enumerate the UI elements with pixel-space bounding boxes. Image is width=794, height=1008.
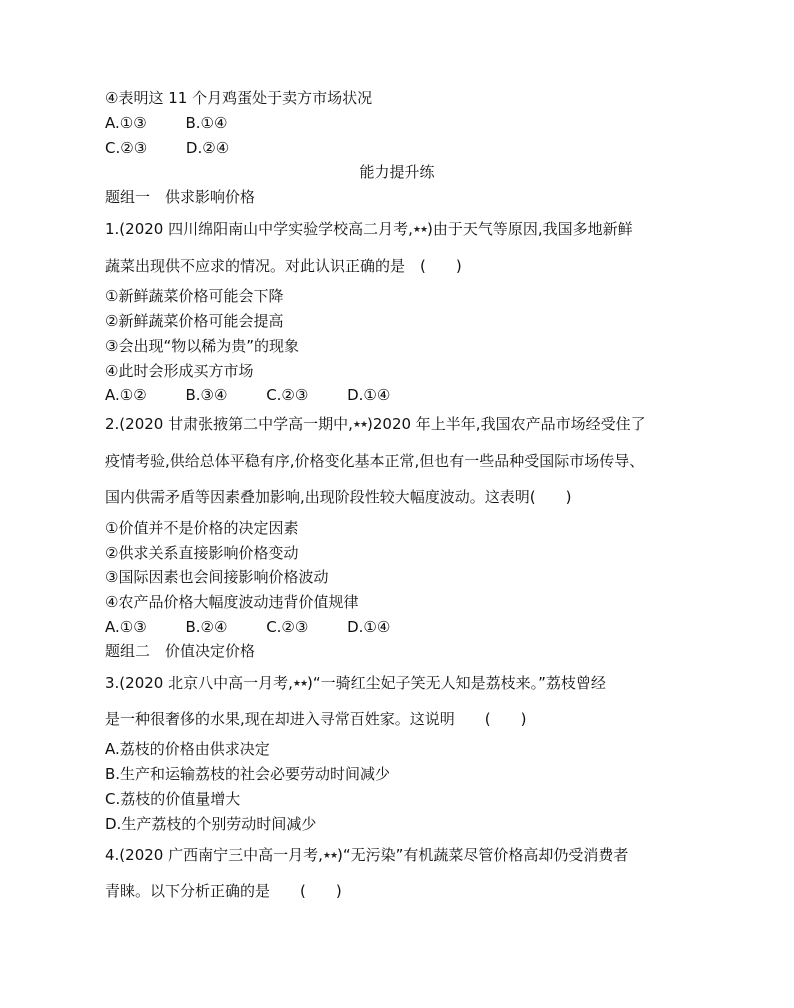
question-1-line-2: 蔬菜出现供不应求的情况。对此认识正确的是 ( ) — [105, 257, 462, 275]
difficulty-star-icon: ★★ — [292, 679, 308, 689]
difficulty-star-icon: ★★ — [352, 420, 368, 430]
option-c: C.②③ — [105, 139, 148, 157]
question-2-item-3: ③国际因素也会间接影响价格波动 — [105, 568, 329, 586]
question-3-stem-start: )“一骑红尘妃子笑无人知是荔枝来。”荔枝曾经 — [307, 674, 606, 692]
option-c: C.②③ — [266, 386, 309, 404]
group-2-title: 题组二 价值决定价格 — [105, 642, 256, 660]
intro-options-row-2 — [105, 138, 229, 158]
option-b: B.③④ — [185, 386, 228, 404]
option-a: A.①③ — [105, 114, 147, 132]
option-d: D.①④ — [347, 386, 391, 404]
question-2-source: 2.(2020 甘肃张掖第二中学高一期中, — [105, 415, 353, 433]
question-1-item-1: ①新鲜蔬菜价格可能会下降 — [105, 287, 284, 305]
question-1-source: 1.(2020 四川绵阳南山中学实验学校高二月考, — [105, 220, 413, 238]
question-2-options — [105, 617, 390, 637]
question-3-option-a: A.荔枝的价格由供求决定 — [105, 740, 270, 758]
question-1-stem-start: )由于天气等原因,我国多地新鲜 — [427, 220, 633, 238]
question-4-stem-start: )“无污染”有机蔬菜尽管价格高却仍受消费者 — [337, 846, 629, 864]
question-3-source: 3.(2020 北京八中高一月考, — [105, 674, 293, 692]
question-1-item-3: ③会出现“物以稀为贵”的现象 — [105, 337, 299, 355]
question-4-line-1 — [105, 845, 628, 866]
option-d: D.①④ — [347, 618, 391, 636]
question-2-line-1 — [105, 414, 646, 435]
question-2-item-1: ①价值并不是价格的决定因素 — [105, 519, 299, 537]
group-1-title: 题组一 供求影响价格 — [105, 188, 256, 206]
question-1-item-4: ④此时会形成买方市场 — [105, 362, 254, 380]
option-c: C.②③ — [266, 618, 309, 636]
question-2-line-2: 疫情考验,供给总体平稳有序,价格变化基本正常,但也有一些品种受国际市场传导、 — [105, 452, 645, 470]
question-1-item-2: ②新鲜蔬菜价格可能会提高 — [105, 312, 284, 330]
question-1-options — [105, 385, 390, 405]
intro-options-row-1 — [105, 113, 227, 133]
option-d: D.②④ — [185, 139, 230, 157]
question-2-stem-start: )2020 年上半年,我国农产品市场经受住了 — [367, 415, 646, 433]
intro-item-4: ④表明这 11 个月鸡蛋处于卖方市场状况 — [105, 89, 373, 107]
difficulty-star-icon: ★★ — [322, 851, 338, 861]
question-2-item-2: ②供求关系直接影响价格变动 — [105, 544, 299, 562]
question-1-line-1 — [105, 219, 633, 240]
option-b: B.②④ — [185, 618, 228, 636]
section-title: 能力提升练 — [359, 163, 435, 181]
option-b: B.①④ — [185, 114, 228, 132]
difficulty-star-icon: ★★ — [412, 225, 428, 235]
question-4-source: 4.(2020 广西南宁三中高一月考, — [105, 846, 323, 864]
question-2-item-4: ④农产品价格大幅度波动违背价值规律 — [105, 593, 359, 611]
option-a: A.①② — [105, 386, 147, 404]
question-3-line-2: 是一种很奢侈的水果,现在却进入寻常百姓家。这说明 ( ) — [105, 710, 527, 728]
question-4-line-2: 青睐。以下分析正确的是 ( ) — [105, 882, 342, 900]
question-3-line-1 — [105, 673, 606, 694]
option-a: A.①③ — [105, 618, 147, 636]
question-3-option-c: C.荔枝的价值量增大 — [105, 790, 241, 808]
question-3-option-d: D.生产荔枝的个别劳动时间减少 — [105, 815, 317, 833]
question-3-option-b: B.生产和运输荔枝的社会必要劳动时间减少 — [105, 765, 391, 783]
question-2-line-3: 国内供需矛盾等因素叠加影响,出现阶段性较大幅度波动。这表明( ) — [105, 488, 572, 506]
